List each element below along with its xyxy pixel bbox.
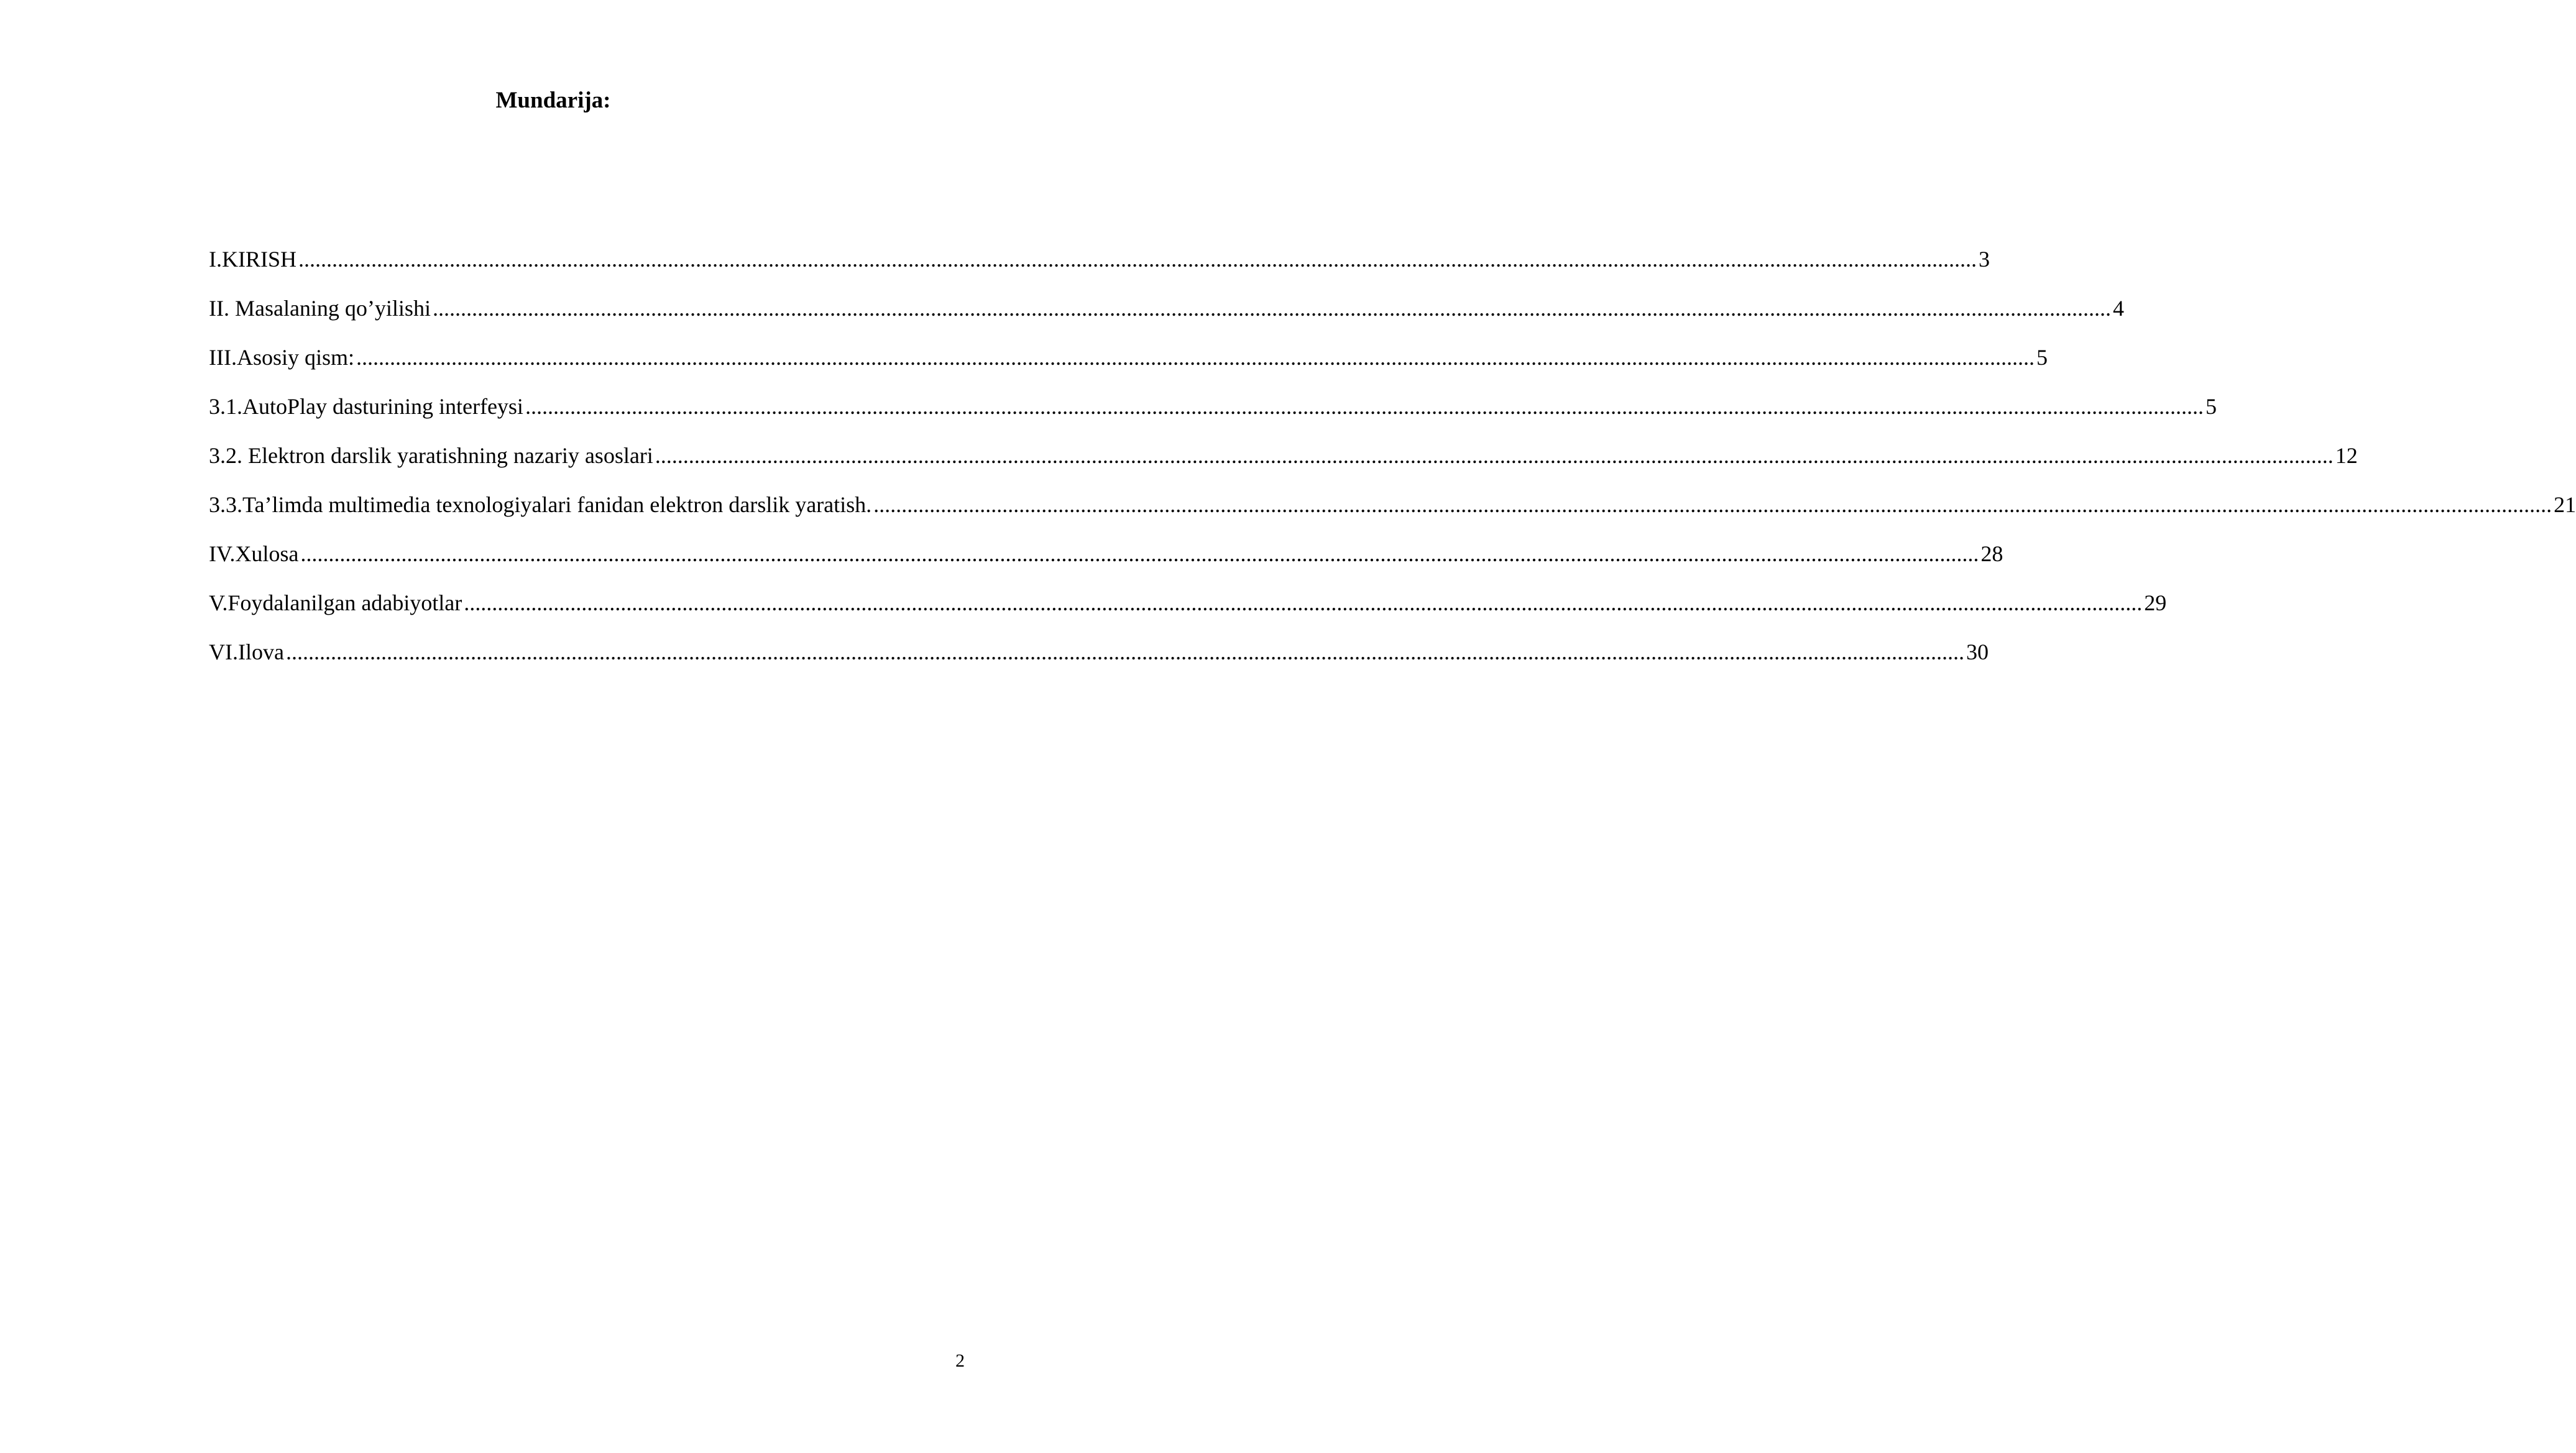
- toc-entry-label: I.KIRISH: [209, 247, 297, 272]
- toc-entry-page: 30: [1966, 639, 1989, 664]
- toc-entry: [209, 490, 2576, 539]
- toc-entry: [209, 392, 2217, 441]
- toc-entry: [209, 342, 2048, 392]
- toc-entry-label: V.Foydalanilgan adabiyotlar: [209, 590, 462, 615]
- toc-dot-leader: ............................................................................................................................................................................................................................................................................................................: [464, 590, 2143, 615]
- page-number: 2: [955, 1350, 965, 1371]
- toc-entry: [209, 244, 1990, 293]
- toc-entry-page: 5: [2205, 394, 2217, 419]
- toc-entry-page: 5: [2036, 345, 2048, 370]
- toc-entry: [209, 588, 2167, 637]
- toc-entry-page: 12: [2335, 443, 2358, 468]
- toc-entry-label: 3.2. Elektron darslik yaratishning nazariy asoslari: [209, 443, 653, 468]
- page-title: Mundarija:: [495, 88, 611, 113]
- toc-entry-page: 4: [2112, 296, 2124, 321]
- toc-entry: [209, 637, 1989, 686]
- toc-entry: [209, 539, 2003, 588]
- toc-dot-leader: ............................................................................................................................................................................................................................................................................................................: [655, 443, 2334, 468]
- toc-dot-leader: ............................................................................................................................................................................................................................................................................................................: [285, 639, 1964, 664]
- toc-entry-page: 28: [1980, 541, 2003, 566]
- toc-dot-leader: ............................................................................................................................................................................................................................................................................................................: [525, 394, 2204, 419]
- toc-entry: [209, 293, 2124, 342]
- toc-entry-label: 3.1.AutoPlay dasturining interfeysi: [209, 394, 523, 419]
- toc-dot-leader: ............................................................................................................................................................................................................................................................................................................: [300, 541, 1979, 566]
- toc-dot-leader: ............................................................................................................................................................................................................................................................................................................: [356, 345, 2035, 370]
- toc-entry-label: IV.Xulosa: [209, 541, 299, 566]
- toc-entry-label: 3.3.Ta’limda multimedia texnologiyalari fanidan elektron darslik yaratish.: [209, 492, 872, 517]
- toc-entry-page: 3: [1979, 247, 1990, 272]
- toc-dot-leader: ............................................................................................................................................................................................................................................................................................................: [432, 296, 2111, 321]
- toc-entry: [209, 441, 2358, 490]
- toc-entry-page: 29: [2144, 590, 2167, 615]
- toc-entry-label: II. Masalaning qo’yilishi: [209, 296, 431, 321]
- table-of-contents: [209, 244, 2576, 686]
- toc-entry-label: III.Asosiy qism:: [209, 345, 354, 370]
- toc-dot-leader: ............................................................................................................................................................................................................................................................................................................: [298, 247, 1977, 272]
- toc-entry-label: VI.Ilova: [209, 639, 284, 664]
- toc-entry-page: 21: [2554, 492, 2576, 517]
- toc-dot-leader: ............................................................................................................................................................................................................................................................................................................: [873, 492, 2552, 517]
